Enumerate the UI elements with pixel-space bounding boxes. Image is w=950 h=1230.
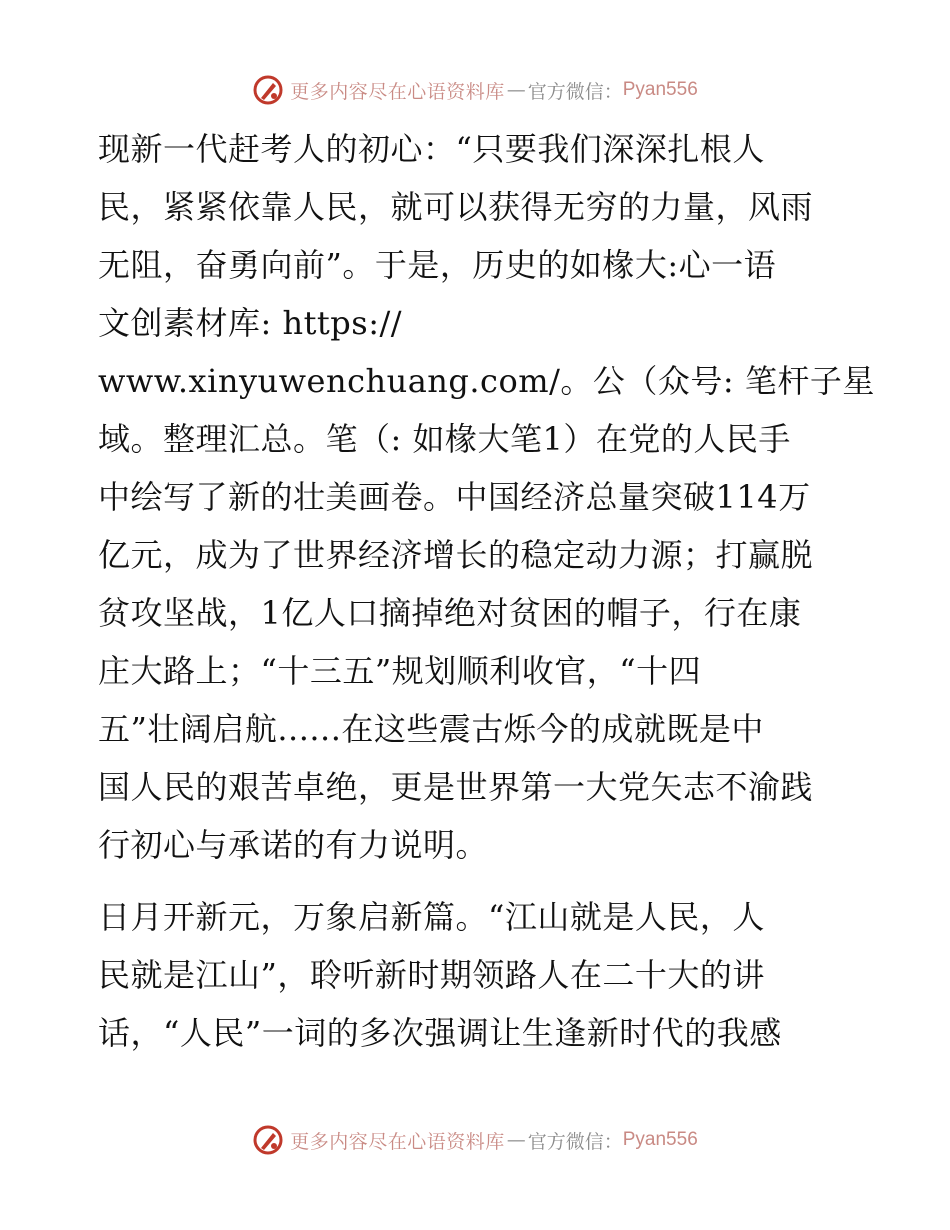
footer-watermark (0, 1120, 950, 1160)
watermark-id: Pyan556 (622, 79, 698, 100)
text-line: 五”壮阔启航......在这些震古烁今的成就既是中 (98, 710, 764, 748)
text-line: 域。整理汇总。笔（: 如椽大笔1）在党的人民手 (98, 420, 791, 458)
watermark-dash: — (506, 1129, 526, 1151)
text-line: 国人民的艰苦卓绝，更是世界第一大党矢志不渝践 (98, 768, 814, 806)
pen-logo-icon (252, 74, 284, 106)
paragraph-2 (98, 888, 858, 1062)
document-body (98, 120, 875, 1062)
text-line: 现新一代赶考人的初心：“只要我们深深扎根人 (98, 130, 765, 168)
header-watermark (0, 70, 950, 110)
watermark-official: 官方微信： (527, 80, 623, 103)
pen-logo-icon (252, 1124, 284, 1156)
text-line: 日月开新元，万象启新篇。“江山就是人民，人 (98, 898, 765, 936)
watermark-official: 官方微信： (527, 1130, 623, 1153)
watermark-id: Pyan556 (622, 1129, 698, 1150)
text-line: 民就是江山”，聆听新时期领路人在二十大的讲 (98, 956, 765, 994)
watermark-text: 更多内容尽在心语资料库 (290, 80, 505, 103)
text-line: www.xinyuwenchuang.com/。公（众号: 笔杆子星 (98, 362, 875, 400)
text-line: 庄大路上；“十三五”规划顺利收官，“十四 (98, 652, 702, 690)
text-line: 无阻，奋勇向前”。于是，历史的如椽大:心一语 (98, 246, 777, 284)
text-line: 中绘写了新的壮美画卷。中国经济总量突破114万 (98, 478, 811, 516)
text-line: 话，“人民”一词的多次强调让生逢新时代的我感 (98, 1014, 782, 1052)
text-line: 民，紧紧依靠人民，就可以获得无穷的力量，风雨 (98, 188, 814, 226)
text-line: 亿元，成为了世界经济增长的稳定动力源；打赢脱 (98, 536, 814, 574)
text-line: 贫攻坚战，1亿人口摘掉绝对贫困的帽子，行在康 (98, 594, 802, 632)
text-line: 行初心与承诺的有力说明。 (98, 826, 489, 864)
watermark-dash: — (506, 79, 526, 101)
paragraph-1 (98, 120, 875, 874)
text-line: 文创素材库: https:// (98, 304, 403, 342)
paragraph-gap (98, 874, 858, 888)
watermark-text: 更多内容尽在心语资料库 (290, 1130, 505, 1153)
